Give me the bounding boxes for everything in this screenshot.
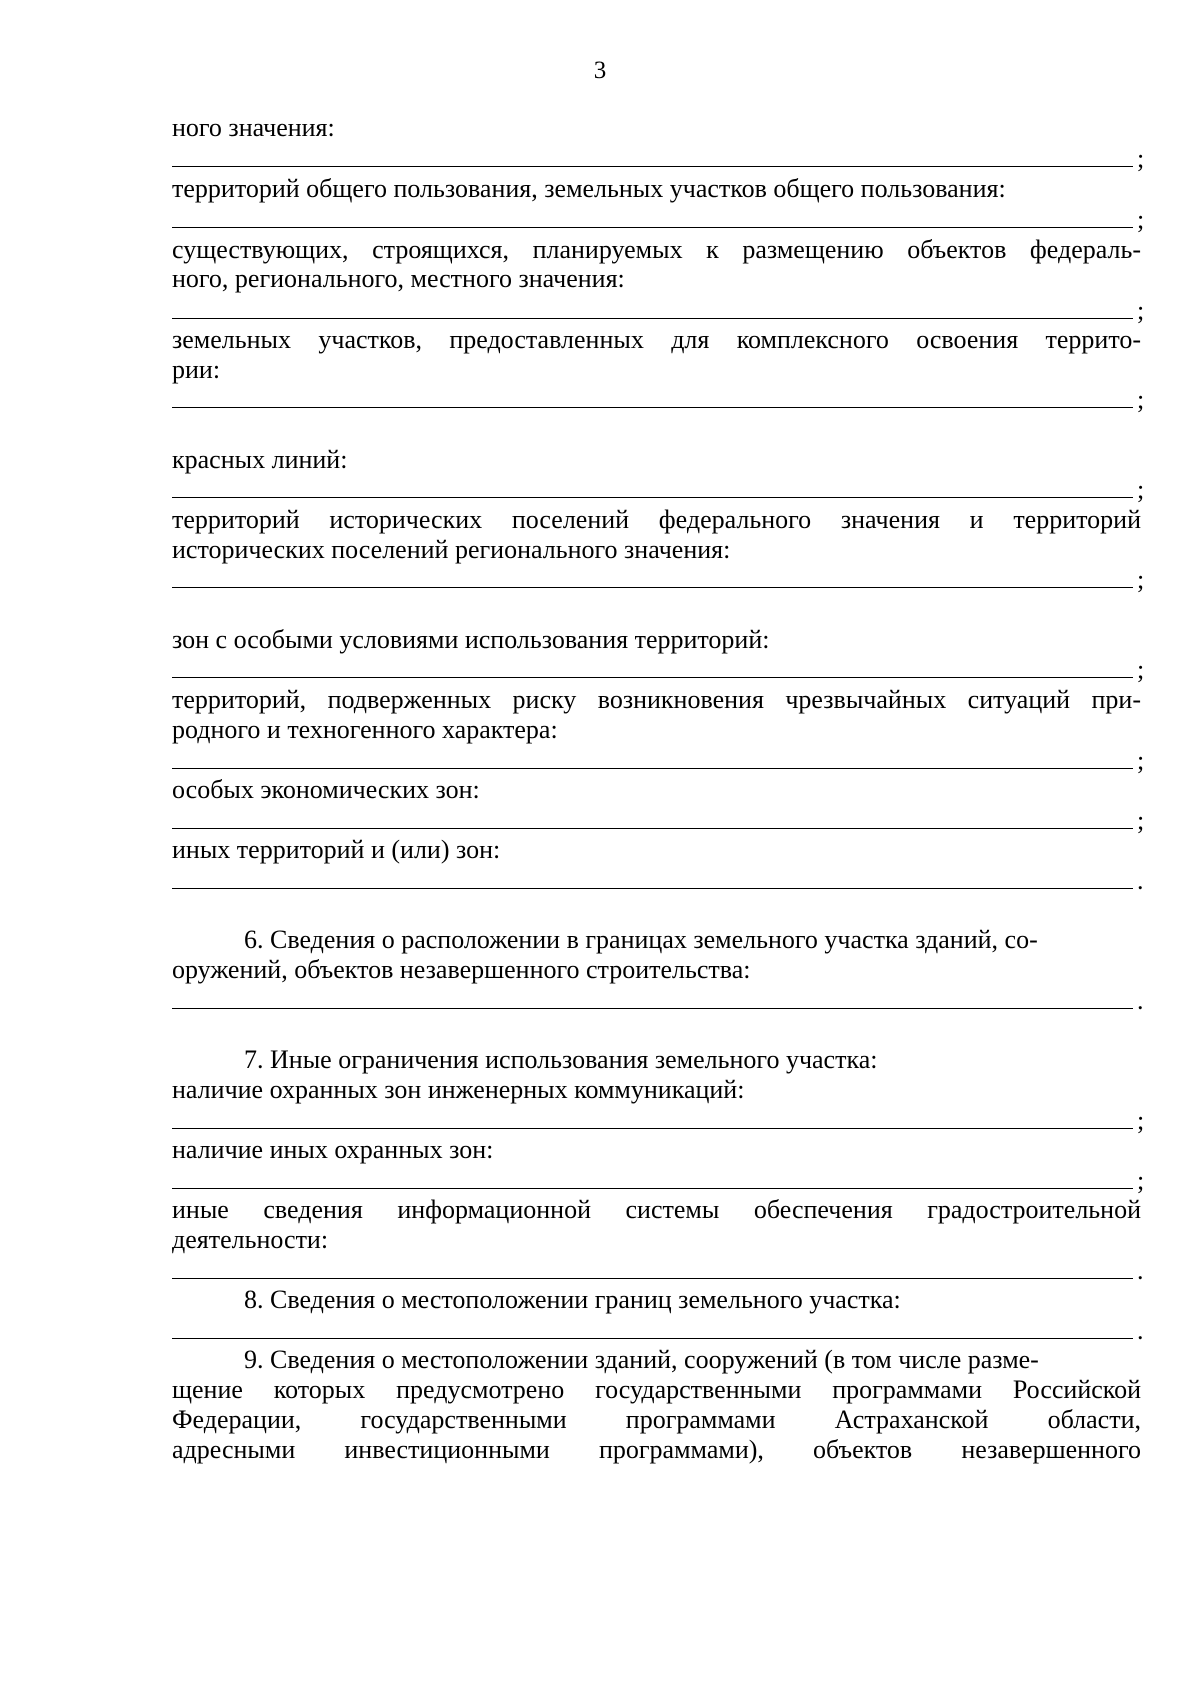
line-end-semicolon: ; bbox=[1137, 144, 1145, 173]
text-line: 6. Сведения о расположении в границах земельного участка зданий, со- bbox=[244, 925, 1038, 954]
text-line: территорий общего пользования, земельных участков общего пользования: bbox=[172, 174, 1006, 203]
text-line: деятельности: bbox=[172, 1225, 329, 1254]
text-line: адресными инвестиционными программами), объектов незавершенного bbox=[172, 1435, 1141, 1464]
line-end-semicolon: ; bbox=[1137, 475, 1145, 504]
line-end-semicolon: ; bbox=[1137, 1166, 1145, 1195]
text-line: 7. Иные ограничения использования земельного участка: bbox=[244, 1045, 878, 1074]
fill-in-line bbox=[172, 318, 1133, 319]
line-end-period: . bbox=[1137, 986, 1144, 1015]
fill-in-line bbox=[172, 166, 1133, 167]
line-end-period: . bbox=[1137, 866, 1144, 895]
line-end-semicolon: ; bbox=[1137, 205, 1145, 234]
fill-in-line bbox=[172, 497, 1133, 498]
text-line: особых экономических зон: bbox=[172, 775, 480, 804]
text-line: иные сведения информационной системы обеспечения градостроительной bbox=[172, 1195, 1141, 1224]
line-end-semicolon: ; bbox=[1137, 296, 1145, 325]
line-end-period: . bbox=[1137, 1256, 1144, 1285]
fill-in-line bbox=[172, 1278, 1133, 1279]
fill-in-line bbox=[172, 888, 1133, 889]
text-line: земельных участков, предоставленных для комплексного освоения террито- bbox=[172, 325, 1141, 354]
text-line: ного, регионального, местного значения: bbox=[172, 264, 625, 293]
text-line: оружений, объектов незавершенного строительства: bbox=[172, 955, 751, 984]
text-line: иных территорий и (или) зон: bbox=[172, 835, 501, 864]
line-end-semicolon: ; bbox=[1137, 1106, 1145, 1135]
text-line: территорий, подверженных риску возникновения чрезвычайных ситуаций при- bbox=[172, 685, 1141, 714]
fill-in-line bbox=[172, 1128, 1133, 1129]
text-line: ного значения: bbox=[172, 113, 335, 142]
text-line: наличие охранных зон инженерных коммуникаций: bbox=[172, 1075, 745, 1104]
line-end-semicolon: ; bbox=[1137, 746, 1145, 775]
line-end-semicolon: ; bbox=[1137, 655, 1145, 684]
fill-in-line bbox=[172, 587, 1133, 588]
page-number: 3 bbox=[593, 57, 607, 84]
text-line: зон с особыми условиями использования территорий: bbox=[172, 625, 770, 654]
fill-in-line bbox=[172, 768, 1133, 769]
text-line: родного и техногенного характера: bbox=[172, 715, 558, 744]
fill-in-line bbox=[172, 828, 1133, 829]
line-end-period: . bbox=[1137, 1316, 1144, 1345]
line-end-semicolon: ; bbox=[1137, 806, 1145, 835]
text-line: Федерации, государственными программами Астраханской области, bbox=[172, 1405, 1141, 1434]
fill-in-line bbox=[172, 1008, 1133, 1009]
text-line: рии: bbox=[172, 355, 221, 384]
line-end-semicolon: ; bbox=[1137, 385, 1145, 414]
fill-in-line bbox=[172, 677, 1133, 678]
section-6-heading bbox=[172, 927, 1141, 953]
line-end-semicolon: ; bbox=[1137, 565, 1145, 594]
text-line: 8. Сведения о местоположении границ земельного участка: bbox=[244, 1285, 901, 1314]
text-line: 9. Сведения о местоположении зданий, сооружений (в том числе разме- bbox=[244, 1345, 1039, 1374]
fill-in-line bbox=[172, 1188, 1133, 1189]
text-line: красных линий: bbox=[172, 445, 348, 474]
fill-in-line bbox=[172, 407, 1133, 408]
text-line: территорий исторических поселений федерального значения и территорий bbox=[172, 505, 1141, 534]
text-line: наличие иных охранных зон: bbox=[172, 1135, 494, 1164]
section-7-heading bbox=[172, 1047, 1141, 1073]
text-line: исторических поселений регионального значения: bbox=[172, 535, 731, 564]
text-line: существующих, строящихся, планируемых к размещению объектов федераль- bbox=[172, 235, 1141, 264]
section-8-heading bbox=[172, 1287, 1141, 1313]
fill-in-line bbox=[172, 1338, 1133, 1339]
fill-in-line bbox=[172, 227, 1133, 228]
text-line: щение которых предусмотрено государственными программами Российской bbox=[172, 1375, 1141, 1404]
section-9-heading bbox=[172, 1347, 1141, 1373]
